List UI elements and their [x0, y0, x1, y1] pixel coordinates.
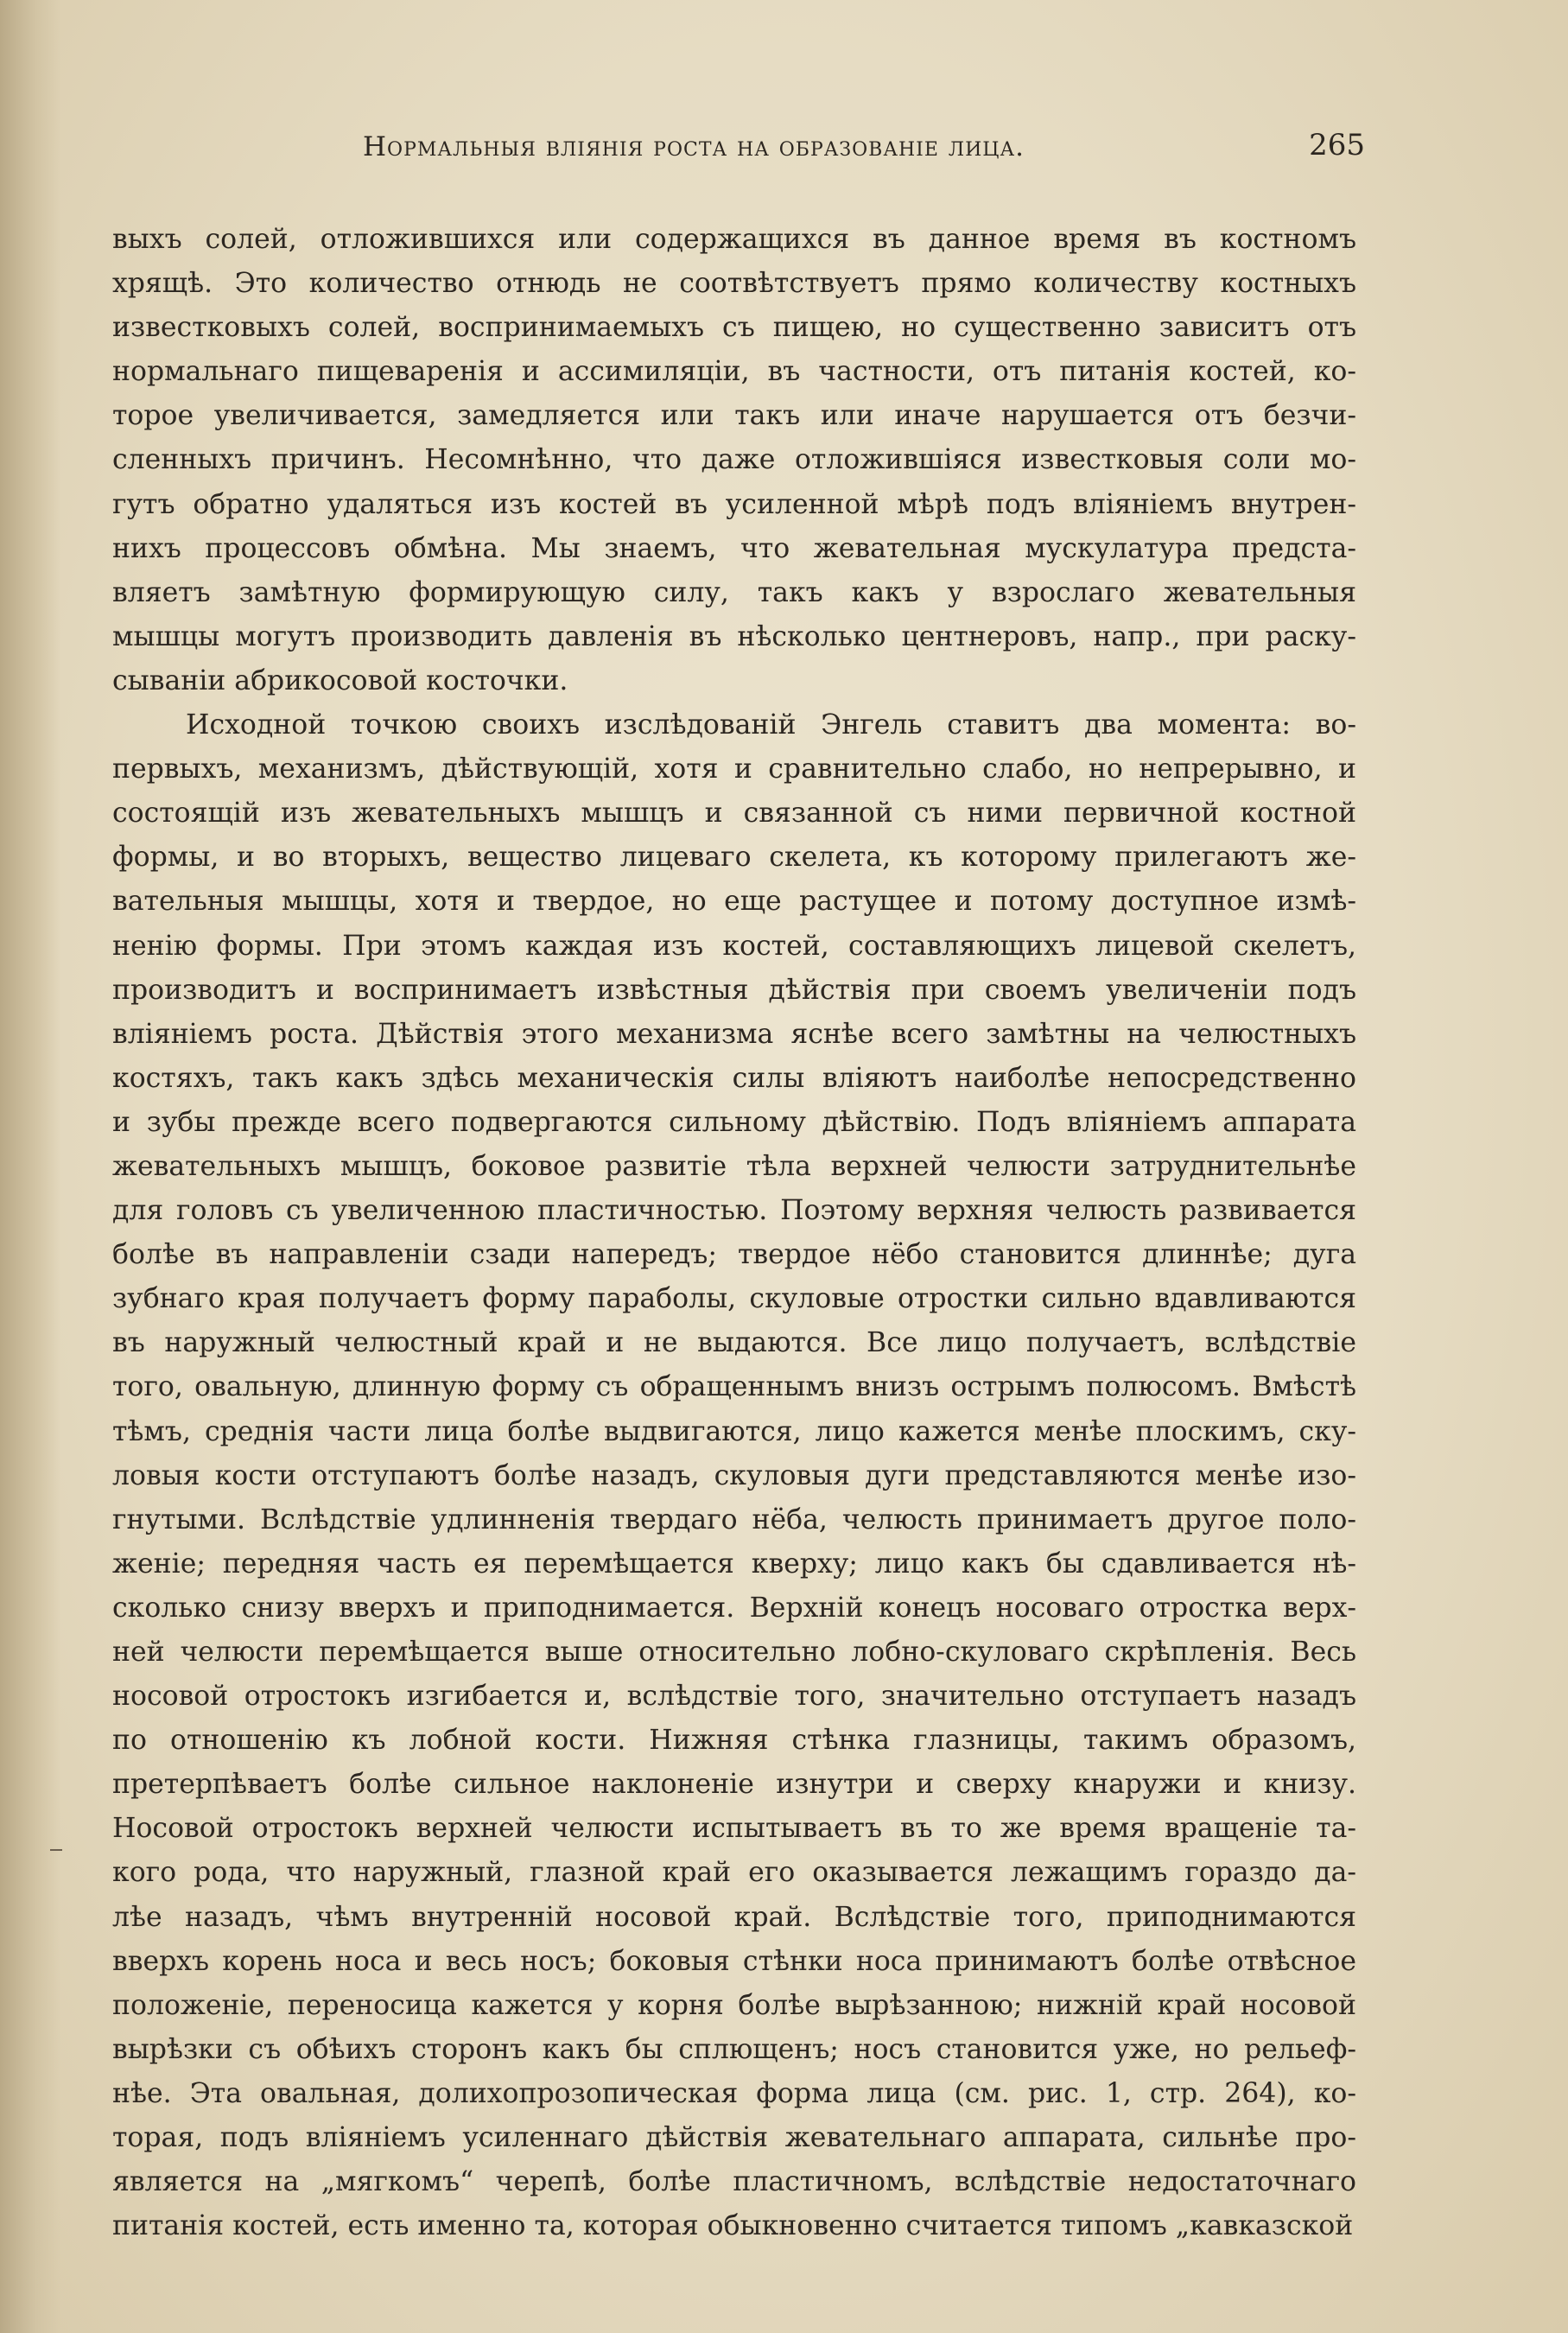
text-line: является на „мягкомъ“ черепѣ, болѣе пластичномъ, вслѣдствіе недостаточнаго	[112, 2166, 1356, 2198]
text-line: жевательныхъ мышцъ, боковое развитіе тѣла верхней челюсти затруднительнѣе	[112, 1150, 1356, 1182]
text-line: положеніе, переносица кажется у корня болѣе вырѣзанною; нижній край носовой	[112, 1989, 1356, 2021]
margin-mark	[50, 1849, 62, 1851]
text-line: выхъ солей, отложившихся или содержащихся въ данное время въ костномъ	[112, 224, 1356, 255]
text-line: въ наружный челюстный край и не выдаются. Все лицо получаетъ, вслѣдствіе	[112, 1327, 1356, 1359]
text-line: сленныхъ причинъ. Несомнѣнно, что даже отложившіяся известковыя соли мо-	[112, 444, 1356, 476]
text-line: вверхъ корень носа и весь носъ; боковыя стѣнки носа принимаютъ болѣе отвѣсное	[112, 1945, 1356, 1977]
text-line: гутъ обратно удаляться изъ костей въ усиленной мѣрѣ подъ вліяніемъ внутрен-	[112, 488, 1356, 520]
text-line: зубнаго края получаетъ форму параболы, скуловые отростки сильно вдавливаются	[112, 1283, 1356, 1315]
text-line: костяхъ, такъ какъ здѣсь механическія силы вліяютъ наиболѣе непосредственно	[112, 1062, 1356, 1094]
text-line: питанія костей, есть именно та, которая обыкновенно считается типомъ „кавказской	[112, 2210, 1354, 2242]
text-line: нихъ процессовъ обмѣна. Мы знаемъ, что жевательная мускулатура предста-	[112, 532, 1356, 564]
page-number: 265	[1309, 128, 1365, 162]
text-line: Исходной точкою своихъ изслѣдованій Энгель ставитъ два момента: во-	[186, 709, 1356, 741]
text-line: ловыя кости отступаютъ болѣе назадъ, скуловыя дуги представляются менѣе изо-	[112, 1459, 1356, 1491]
text-line: Носовой отростокъ верхней челюсти испытываетъ въ то же время вращеніе та-	[112, 1813, 1356, 1845]
text-line: торая, подъ вліяніемъ усиленнаго дѣйствія жевательнаго аппарата, сильнѣе про-	[112, 2122, 1356, 2154]
text-line: болѣе въ направленіи сзади напередъ; твердое нёбо становится длиннѣе; дуга	[112, 1239, 1356, 1271]
paragraph	[112, 703, 1356, 2248]
text-line: претерпѣваетъ болѣе сильное наклоненіе изнутри и сверху кнаружи и книзу.	[112, 1769, 1356, 1801]
text-line: мышцы могутъ производить давленія въ нѣсколько центнеровъ, напр., при раску-	[112, 620, 1356, 652]
text-line: гнутыми. Вслѣдствіе удлинненія твердаго нёба, челюсть принимаетъ другое поло-	[112, 1503, 1356, 1535]
text-line: первыхъ, механизмъ, дѣйствующій, хотя и сравнительно слабо, но непрерывно, и	[112, 753, 1356, 785]
text-line: лѣе назадъ, чѣмъ внутренній носовой край. Вслѣдствіе того, приподнимаются	[112, 1901, 1356, 1933]
text-line: кого рода, что наружный, глазной край его оказывается лежащимъ гораздо да-	[112, 1857, 1356, 1889]
text-line: и зубы прежде всего подвергаются сильному дѣйствію. Подъ вліяніемъ аппарата	[112, 1106, 1356, 1138]
text-line: того, овальную, длинную форму съ обращеннымъ внизъ острымъ полюсомъ. Вмѣстѣ	[112, 1371, 1356, 1403]
text-line: хрящѣ. Это количество отнюдь не соотвѣтствуетъ прямо количеству костныхъ	[112, 268, 1356, 300]
text-line: вырѣзки съ обѣихъ сторонъ какъ бы сплющенъ; носъ становится уже, но рельеф-	[112, 2033, 1356, 2065]
text-line: ней челюсти перемѣщается выше относительно лобно-скуловаго скрѣпленія. Весь	[112, 1637, 1356, 1668]
text-line: по отношенію къ лобной кости. Нижняя стѣнка глазницы, такимъ образомъ,	[112, 1725, 1356, 1757]
text-line: носовой отростокъ изгибается и, вслѣдствіе того, значительно отступаетъ назадъ	[112, 1681, 1356, 1713]
body-text	[112, 218, 1356, 2248]
text-line: вліяніемъ роста. Дѣйствія этого механизма яснѣе всего замѣтны на челюстныхъ	[112, 1018, 1356, 1050]
page-header	[363, 128, 1365, 175]
text-line: известковыхъ солей, воспринимаемыхъ съ пищею, но существенно зависитъ отъ	[112, 312, 1356, 344]
text-line: производитъ и воспринимаетъ извѣстныя дѣйствія при своемъ увеличеніи подъ	[112, 974, 1356, 1006]
running-title: Нормальныя вліянія роста на образованіе лица.	[363, 131, 1025, 162]
text-line: женіе; передняя часть ея перемѣщается кверху; лицо какъ бы сдавливается нѣ-	[112, 1548, 1356, 1580]
text-line: тѣмъ, среднія части лица болѣе выдвигаются, лицо кажется менѣе плоскимъ, ску-	[112, 1415, 1356, 1447]
text-line: сываніи абрикосовой косточки.	[112, 664, 568, 696]
text-line: торое увеличивается, замедляется или такъ или иначе нарушается отъ безчи-	[112, 400, 1356, 432]
paragraph	[112, 218, 1356, 703]
text-line: для головъ съ увеличенною пластичностью. Поэтому верхняя челюсть развивается	[112, 1195, 1356, 1227]
text-line: вляетъ замѣтную формирующую силу, такъ какъ у взрослаго жевательныя	[112, 576, 1356, 608]
text-line: формы, и во вторыхъ, вещество лицеваго скелета, къ которому прилегаютъ же-	[112, 842, 1356, 874]
page-binding-shadow	[0, 0, 60, 2333]
text-line: ненію формы. При этомъ каждая изъ костей, составляющихъ лицевой скелетъ,	[112, 930, 1356, 962]
text-line: нормальнаго пищеваренія и ассимиляціи, въ частности, отъ питанія костей, ко-	[112, 356, 1356, 388]
text-line: состоящій изъ жевательныхъ мышцъ и связанной съ ними первичной костной	[112, 798, 1356, 830]
text-line: вательныя мышцы, хотя и твердое, но еще растущее и потому доступное измѣ-	[112, 886, 1356, 918]
text-line: сколько снизу вверхъ и приподнимается. Верхній конецъ носоваго отростка верх-	[112, 1592, 1356, 1624]
text-line: нѣе. Эта овальная, долихопрозопическая форма лица (см. рис. 1, стр. 264), ко-	[112, 2077, 1356, 2109]
